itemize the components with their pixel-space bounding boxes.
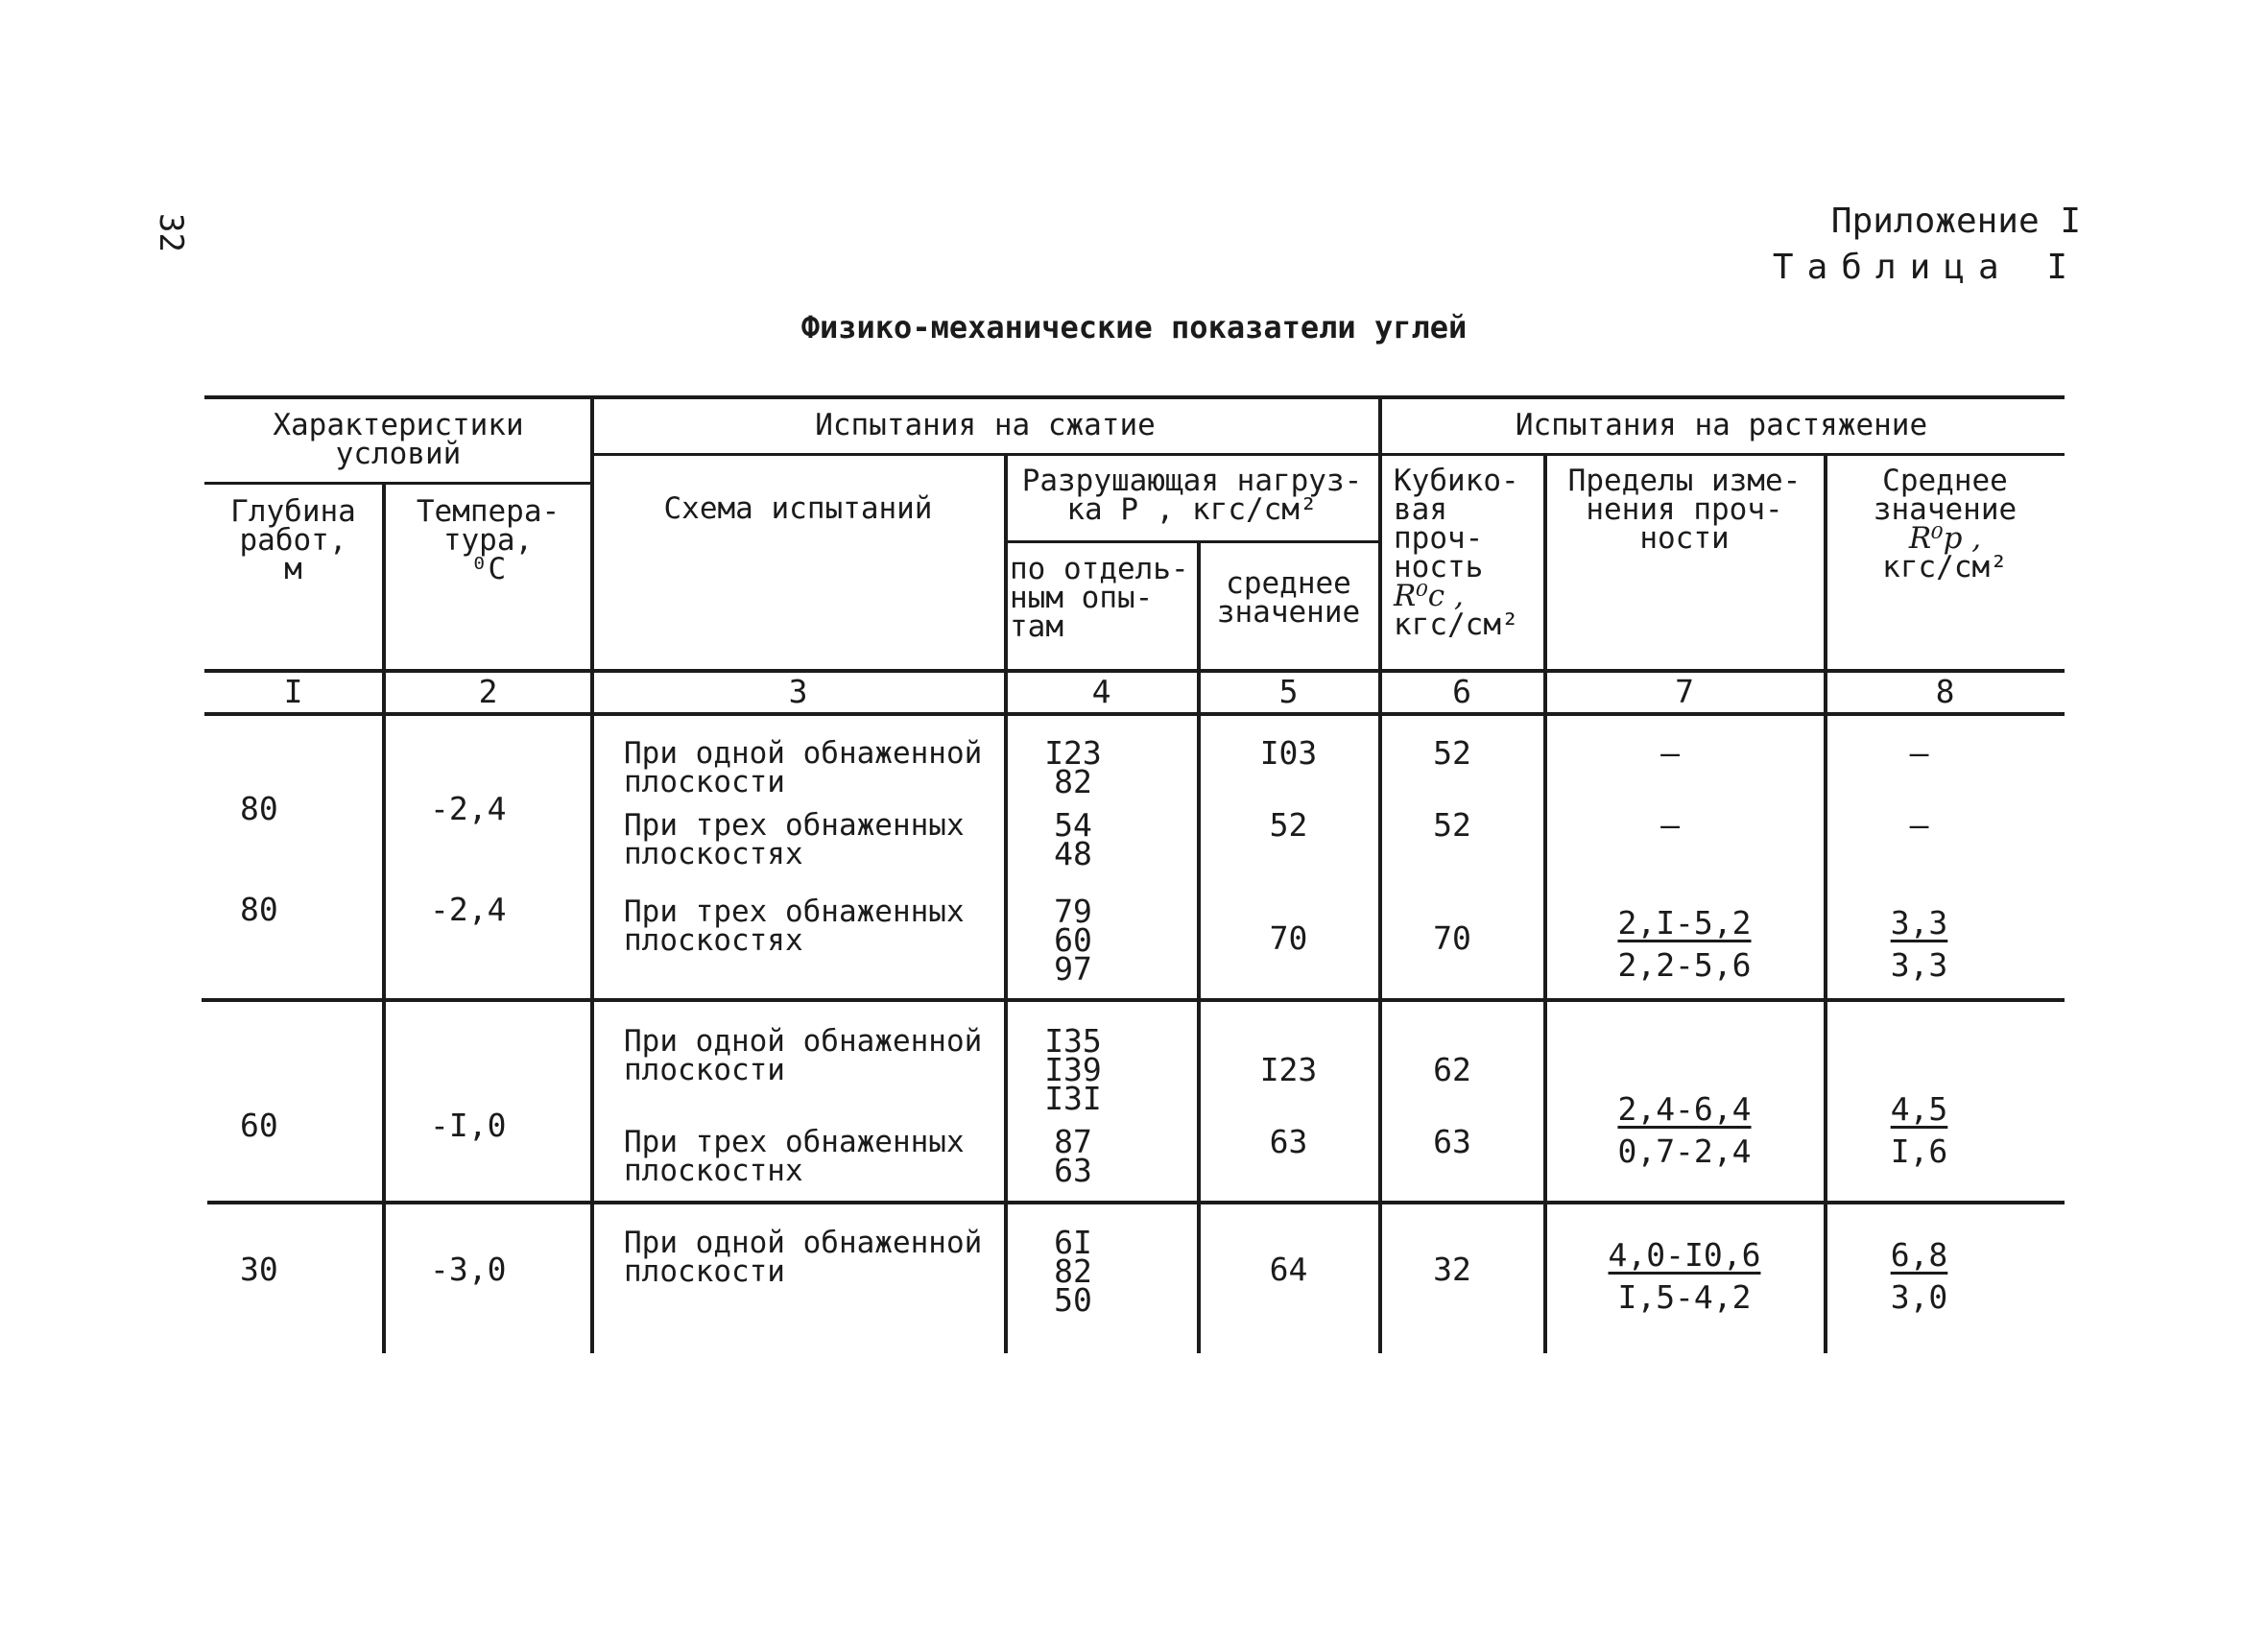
table-row-3-cubic-b: 63 bbox=[1433, 1123, 1471, 1160]
table-row-2-mean bbox=[1826, 902, 2013, 987]
table-row-4-limits bbox=[1545, 1234, 1824, 1319]
header-cubic-line4: ность bbox=[1394, 550, 1484, 584]
limits-top: 2,4-6,4 bbox=[1617, 1090, 1752, 1128]
header-individual-line2: ным опы- bbox=[1010, 581, 1154, 615]
header-tension: Испытания на растяжение bbox=[1515, 408, 1928, 442]
table-row-4-temp: -3,0 bbox=[430, 1251, 507, 1288]
header-cubic-line1: Кубико- bbox=[1394, 464, 1519, 498]
limits-top: 4,0-I0,6 bbox=[1608, 1236, 1761, 1274]
table-row-2-limits bbox=[1545, 902, 1824, 987]
table-row-3-average-b: 63 bbox=[1269, 1123, 1308, 1160]
test-value: 6I bbox=[1054, 1224, 1092, 1261]
header-conditions: Характеристики условий bbox=[273, 408, 524, 471]
test-value: 97 bbox=[1054, 950, 1092, 988]
header-depth bbox=[204, 494, 382, 586]
vline-6 bbox=[1378, 395, 1382, 1353]
table-row-1-depth: 80 bbox=[240, 790, 278, 827]
table-row-2-temp: -2,4 bbox=[430, 891, 507, 928]
test-value: 60 bbox=[1054, 921, 1092, 959]
table-row-3-limits bbox=[1545, 1088, 1824, 1173]
mean-bottom: 3,0 bbox=[1890, 1278, 1948, 1316]
header-cubic bbox=[1394, 464, 1543, 642]
test-value: 82 bbox=[1054, 763, 1092, 800]
table-row-2-scheme bbox=[624, 894, 965, 958]
test-value: 63 bbox=[1054, 1152, 1092, 1189]
scheme-line: плоскости bbox=[624, 765, 785, 799]
table-row-1-scheme-a bbox=[624, 736, 983, 799]
group-separator-2 bbox=[207, 1201, 2065, 1204]
table-row-4-mean bbox=[1826, 1234, 2013, 1319]
header-average-line1: среднее bbox=[1226, 566, 1351, 601]
header-individual-line1: по отдель- bbox=[1010, 552, 1189, 586]
header-limits-line2: нения проч- bbox=[1586, 492, 1783, 527]
appendix-label: Приложение I bbox=[1830, 202, 2081, 241]
group-separator-1 bbox=[202, 998, 2065, 1002]
column-number-1: I bbox=[283, 673, 303, 710]
test-value: I3I bbox=[1044, 1080, 1102, 1117]
column-number-2: 2 bbox=[478, 673, 498, 710]
table-row-1-limits-b: – bbox=[1660, 806, 1680, 844]
header-temp-line1: Темпера- bbox=[416, 494, 561, 529]
table-row-4-depth: 30 bbox=[240, 1251, 278, 1288]
column-number-4: 4 bbox=[1091, 673, 1111, 710]
header-mean bbox=[1826, 466, 2065, 582]
scheme-line: плоскости bbox=[624, 1254, 785, 1289]
header-average bbox=[1199, 566, 1378, 630]
table-row-1-average-b: 52 bbox=[1269, 806, 1308, 844]
table-row-3-depth: 60 bbox=[240, 1107, 278, 1144]
mean-top: 6,8 bbox=[1890, 1236, 1948, 1274]
table-row-2-depth: 80 bbox=[240, 891, 278, 928]
test-value: 54 bbox=[1054, 806, 1092, 844]
table-row-1-mean-b: – bbox=[1909, 806, 1929, 844]
scheme-line: При одной обнаженной bbox=[624, 1024, 983, 1059]
header-mean-line3: R⁰p , bbox=[1908, 521, 1982, 556]
table-row-1-average-a: I03 bbox=[1259, 734, 1318, 772]
limits-top: 2,I-5,2 bbox=[1617, 904, 1752, 942]
header-load-line1: Разрушающая нагруз- bbox=[1021, 464, 1363, 498]
page-number: 32 bbox=[152, 213, 190, 252]
test-value: I23 bbox=[1044, 734, 1102, 772]
limits-bottom: 0,7-2,4 bbox=[1617, 1132, 1752, 1170]
table-row-1-cubic-a: 52 bbox=[1433, 734, 1471, 772]
table-row-4-scheme bbox=[624, 1226, 983, 1289]
table-row-1-temp: -2,4 bbox=[430, 790, 507, 827]
column-number-7: 7 bbox=[1675, 673, 1694, 710]
table-row-1-values-b bbox=[1006, 806, 1140, 872]
vline-2 bbox=[382, 482, 386, 1353]
test-value: 87 bbox=[1054, 1123, 1092, 1160]
header-mean-line1: Среднее bbox=[1882, 464, 2008, 498]
header-individual bbox=[1010, 552, 1197, 644]
scheme-line: При трех обнаженных bbox=[624, 1125, 965, 1159]
test-value: I35 bbox=[1044, 1022, 1102, 1060]
table-row-4-values bbox=[1006, 1224, 1140, 1319]
header-rule-load bbox=[1006, 540, 1378, 543]
table-row-3-values-a bbox=[1006, 1022, 1140, 1117]
test-value: 82 bbox=[1054, 1252, 1092, 1290]
limits-bottom: I,5-4,2 bbox=[1617, 1278, 1752, 1316]
table-row-1-limits-a: – bbox=[1660, 734, 1680, 772]
header-cubic-line2: вая bbox=[1394, 492, 1447, 527]
test-value: 79 bbox=[1054, 893, 1092, 930]
scheme-line: При одной обнаженной bbox=[624, 736, 983, 771]
column-number-6: 6 bbox=[1452, 673, 1471, 710]
header-load-line2: ка P , кгс/см² bbox=[1066, 492, 1318, 527]
table-row-3-mean bbox=[1826, 1088, 2013, 1173]
scheme-line: плоскостях bbox=[624, 923, 803, 958]
column-number-8: 8 bbox=[1935, 673, 1955, 710]
header-cubic-line6: кгс/см² bbox=[1394, 608, 1519, 642]
table-row-1-mean-a: – bbox=[1909, 734, 1929, 772]
header-limits-line3: ности bbox=[1639, 521, 1730, 556]
mean-bottom: I,6 bbox=[1890, 1132, 1948, 1170]
test-value: 50 bbox=[1054, 1281, 1092, 1319]
table-row-2-cubic: 70 bbox=[1433, 919, 1471, 957]
header-temp-line3: ⁰С bbox=[469, 552, 507, 586]
table-title: Физико-механические показатели углей bbox=[800, 309, 1468, 346]
table-row-3-scheme-a bbox=[624, 1024, 983, 1087]
table-row-3-scheme-b bbox=[624, 1125, 965, 1188]
header-depth-line1: Глубина bbox=[230, 494, 356, 529]
column-number-5: 5 bbox=[1278, 673, 1299, 710]
table-row-4-average: 64 bbox=[1269, 1251, 1308, 1288]
header-rule-1 bbox=[592, 453, 2065, 456]
scheme-line: плоскостях bbox=[624, 837, 803, 871]
table-row-2-average: 70 bbox=[1269, 919, 1308, 957]
table-row-1-values-a bbox=[1006, 734, 1140, 800]
header-scheme: Схема испытаний bbox=[663, 491, 933, 526]
scheme-line: плоскостнх bbox=[624, 1154, 803, 1188]
scheme-line: При одной обнаженной bbox=[624, 1226, 983, 1260]
header-limits bbox=[1545, 464, 1824, 556]
mean-bottom: 3,3 bbox=[1890, 946, 1948, 984]
scheme-line: При трех обнаженных bbox=[624, 894, 965, 929]
mean-top: 3,3 bbox=[1890, 904, 1948, 942]
header-mean-line2: значение bbox=[1873, 492, 2017, 527]
header-limits-line1: Пределы изме- bbox=[1567, 464, 1802, 498]
header-temperature bbox=[384, 494, 592, 586]
table-label: Таблица I bbox=[1772, 248, 2081, 287]
table-row-3-temp: -I,0 bbox=[430, 1107, 507, 1144]
test-value: I39 bbox=[1044, 1051, 1102, 1088]
table-row-4-cubic: 32 bbox=[1433, 1251, 1471, 1288]
table-row-3-average-a: I23 bbox=[1259, 1051, 1318, 1088]
header-cubic-line3: проч- bbox=[1394, 521, 1484, 556]
scheme-line: При трех обнаженных bbox=[624, 808, 965, 843]
column-number-3: 3 bbox=[788, 673, 808, 710]
table-row-3-cubic-a: 62 bbox=[1433, 1051, 1471, 1088]
header-depth-line3: м bbox=[284, 552, 302, 586]
limits-bottom: 2,2-5,6 bbox=[1617, 946, 1752, 984]
table-row-2-values bbox=[1006, 893, 1140, 988]
table-row-1-scheme-b bbox=[624, 808, 965, 871]
header-individual-line3: там bbox=[1010, 609, 1063, 644]
test-value: 48 bbox=[1054, 835, 1092, 872]
header-average-line2: значение bbox=[1216, 595, 1361, 630]
header-temp-line2: тура, bbox=[442, 523, 534, 558]
scheme-line: плоскости bbox=[624, 1053, 785, 1087]
table-row-1-cubic-b: 52 bbox=[1433, 806, 1471, 844]
table-row-3-values-b bbox=[1006, 1123, 1140, 1189]
header-compression: Испытания на сжатие bbox=[815, 408, 1156, 442]
header-rule-cond bbox=[204, 482, 592, 485]
mean-top: 4,5 bbox=[1890, 1090, 1948, 1128]
header-mean-line4: кгс/см² bbox=[1882, 550, 2008, 584]
header-depth-line2: работ, bbox=[239, 523, 347, 558]
table-top-border bbox=[204, 395, 2065, 399]
header-cubic-line5: R⁰c , bbox=[1394, 579, 1464, 613]
colnum-bottom-border bbox=[204, 712, 2065, 716]
header-load bbox=[1006, 464, 1378, 527]
